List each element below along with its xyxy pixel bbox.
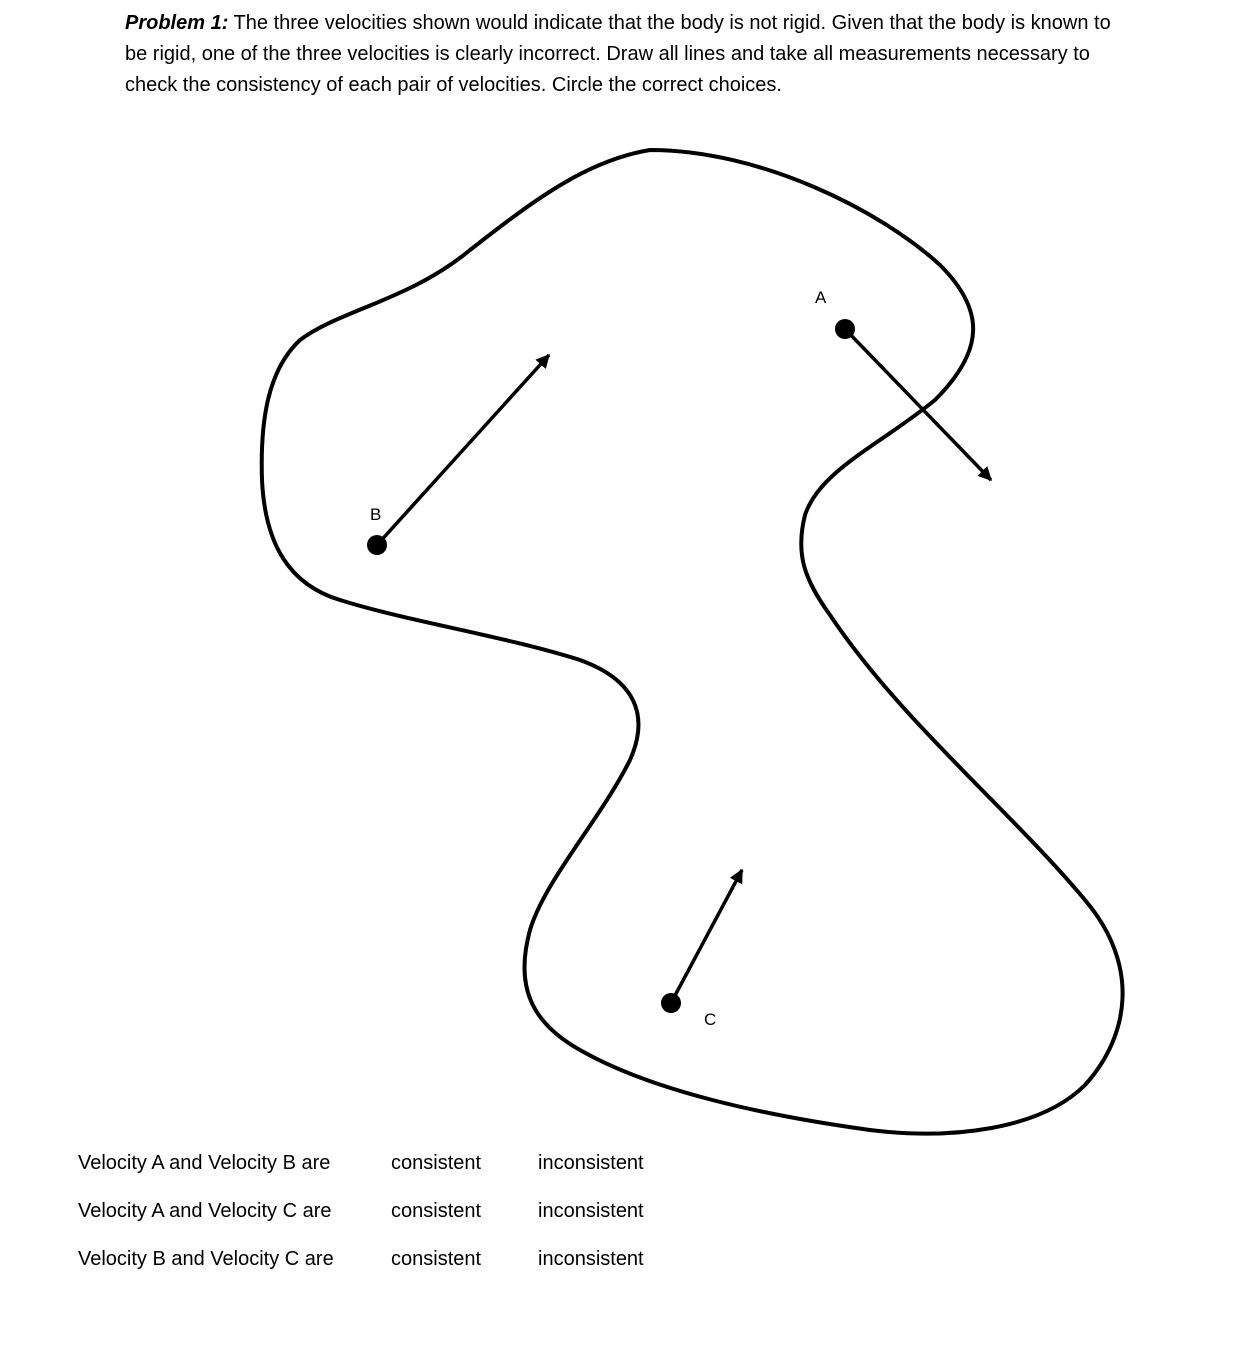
body-outline: [262, 150, 1123, 1134]
answer-question: Velocity A and Velocity B are: [78, 1152, 331, 1174]
point-a-dot: [835, 319, 855, 339]
choice-consistent[interactable]: consistent: [391, 1200, 482, 1222]
answer-row: [78, 1152, 778, 1200]
point-b-dot: [367, 535, 387, 555]
velocity-arrow-b: [377, 355, 549, 545]
problem-label: Problem 1:: [125, 12, 229, 34]
problem-text: The three velocities shown would indicate that the body is not rigid. Given that the body is known to be rigid, one of the three velocities is clearly incorrect. Draw all lines and take all measurements necessary to check the consistency of each pair of velocities. Circle the correct choices.: [125, 12, 1111, 96]
choice-consistent[interactable]: consistent: [391, 1248, 482, 1270]
choice-inconsistent[interactable]: inconsistent: [538, 1248, 644, 1270]
choice-inconsistent[interactable]: inconsistent: [538, 1200, 644, 1222]
choice-inconsistent[interactable]: inconsistent: [538, 1152, 644, 1174]
choice-consistent[interactable]: consistent: [391, 1152, 482, 1174]
point-c-label: C: [704, 1010, 717, 1029]
answer-choices: [78, 1152, 778, 1296]
answer-question: Velocity A and Velocity C are: [78, 1200, 332, 1222]
point-c-dot: [661, 993, 681, 1013]
point-a-label: A: [815, 288, 827, 307]
point-b-label: B: [370, 505, 382, 524]
answer-question: Velocity B and Velocity C are: [78, 1248, 334, 1270]
answer-row: [78, 1248, 778, 1296]
answer-row: [78, 1200, 778, 1248]
velocity-arrow-c: [671, 870, 742, 1003]
